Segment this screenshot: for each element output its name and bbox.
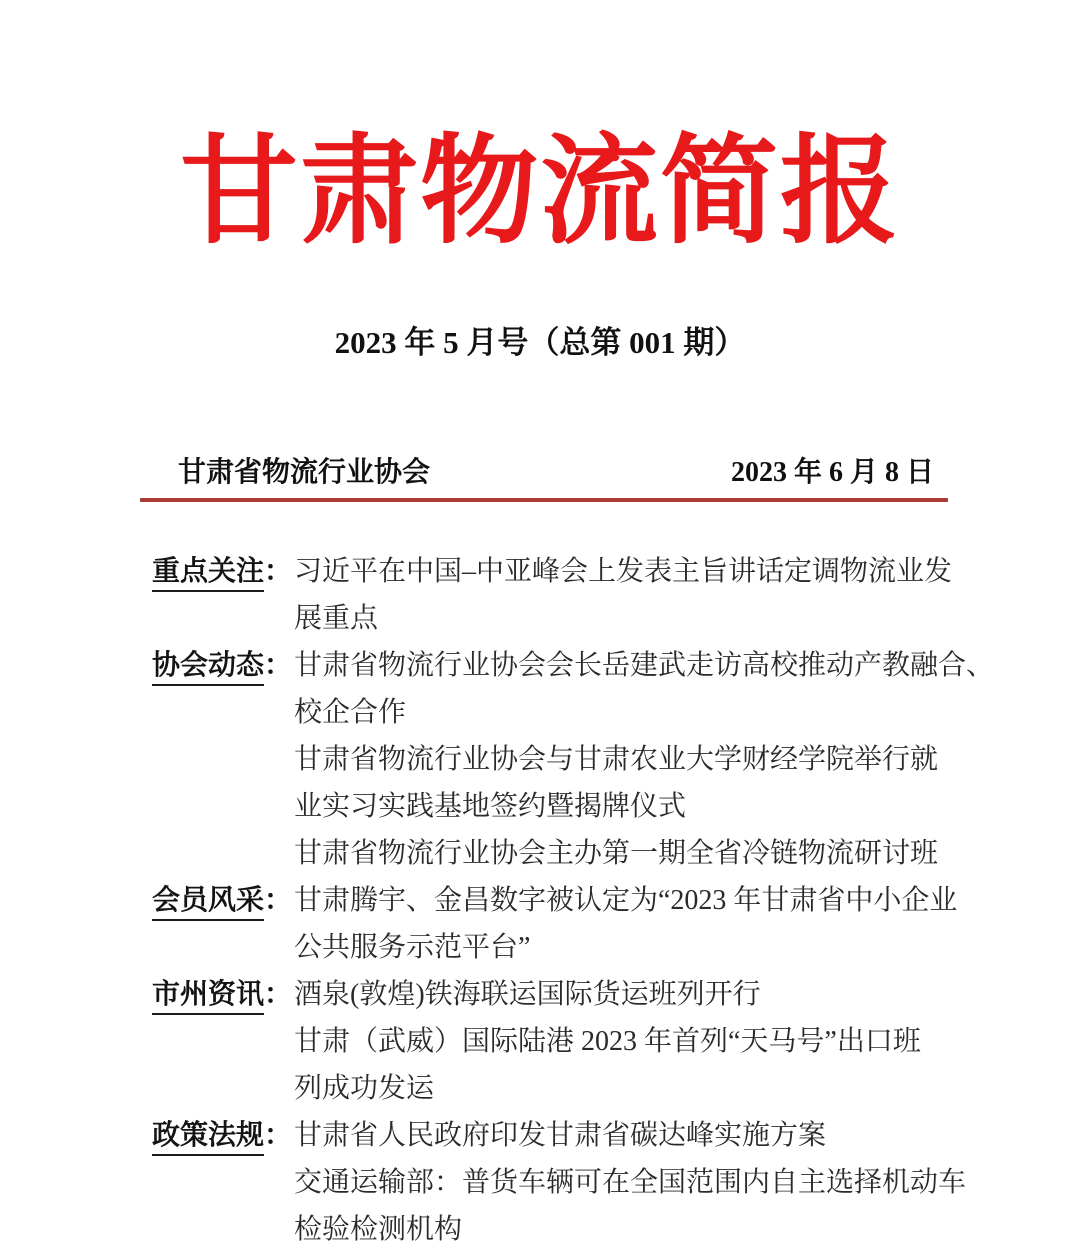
issue-number-line: 2023 年 5 月号（总第 001 期） [334,324,746,360]
toc-line: 列成功发运 [294,1072,435,1104]
toc-section-label: 会员风采 [152,883,264,921]
toc-section [152,548,953,642]
red-divider-rule [140,498,948,502]
toc-section-entries [294,642,994,877]
toc-line: 甘肃省人民政府印发甘肃省碳达峰实施方案 [294,1119,827,1151]
toc-section-label: 重点关注 [152,554,264,592]
masthead-row [140,450,948,490]
org-name: 甘肃省物流行业协会 [178,456,431,488]
toc-label-colon: ： [264,884,293,916]
toc-line: 甘肃（武威）国际陆港 2023 年首列“天马号”出口班 [294,1025,921,1057]
toc-line: 甘肃省物流行业协会主办第一期全省冷链物流研讨班 [294,837,939,869]
toc-line: 检验检测机构 [294,1213,463,1245]
toc-section [152,971,948,1112]
toc-section [152,642,995,877]
toc-line: 酒泉(敦煌)铁海联运国际货运班列开行 [294,978,761,1010]
toc-label-colon: ： [264,649,293,681]
toc-line: 甘肃省物流行业协会会长岳建武走访高校推动产教融合、 [294,649,995,681]
toc-section-label: 协会动态 [152,648,264,686]
toc-section-label-cell [152,642,294,689]
toc-line: 公共服务示范平台” [294,931,531,963]
toc-section [152,1112,967,1253]
toc-label-colon: ： [264,978,293,1010]
toc-line: 业实习实践基地签约暨揭牌仪式 [294,790,687,822]
toc-section-entries [294,1112,966,1253]
toc-section-label-cell [152,1112,294,1159]
toc-line: 交通运输部：普货车辆可在全国范围内自主选择机动车 [294,1166,967,1198]
toc-line: 校企合作 [294,696,407,728]
toc-section-label-cell [152,877,294,924]
table-of-contents [140,548,995,1253]
toc-label-colon: ： [264,1119,293,1151]
toc-line: 甘肃腾宇、金昌数字被认定为“2023 年甘肃省中小企业 [294,884,958,916]
toc-label-colon: ： [264,555,293,587]
toc-section-label-cell [152,971,294,1018]
toc-section-label: 市州资讯 [152,977,264,1015]
newsletter-title: 甘肃物流简报 [179,126,900,258]
toc-section-label: 政策法规 [152,1118,264,1156]
issue-date: 2023 年 6 月 8 日 [730,456,934,488]
toc-line: 甘肃省物流行业协会与甘肃农业大学财经学院举行就 [294,743,939,775]
toc-section-entries [294,877,957,971]
toc-section-label-cell [152,548,294,595]
toc-section-entries [294,971,948,1112]
toc-section [152,877,958,971]
toc-line: 习近平在中国–中亚峰会上发表主旨讲话定调物流业发 [294,555,953,587]
toc-section-entries [294,548,952,642]
toc-line: 展重点 [294,602,379,634]
